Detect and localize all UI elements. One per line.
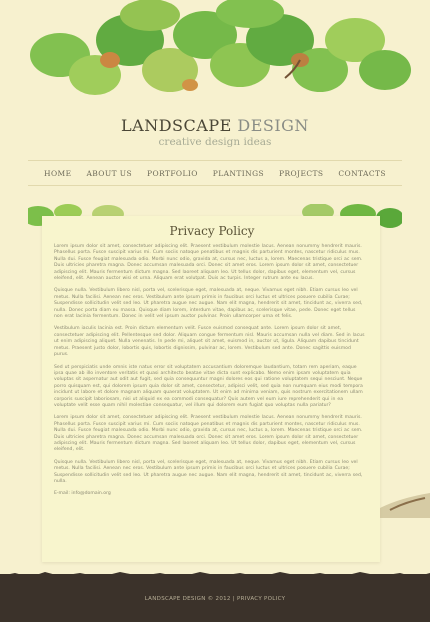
- logo-title: [0, 116, 430, 135]
- content-paragraph: Lorem ipsum dolor sit amet, consectetuer adipiscing elit. Praesent vestibulum molestie lacus. Aenean nonummy hendrerit mauris. Phasellus porta. Fusce suscipit varius mi. Cum sociis natoque penatibus et magnis dis parturient montes, nascetur ridiculus mus. Nulla dui. Fusce feugiat malesuada odio. Morbi nunc odio, gravida at, cursus nec, luctus a, lorem. Maecenas tristique orci ac sem. Duis ultricies pharetra magna. Donec accumsan malesuada orci. Donec sit amet eros. Lorem ipsum dolor sit amet, consectetuer adipiscing elit. Mauris fermentum dictum magna. Sed laoreet aliquam leo. Ut tellus dolor, dapibus eget, elementum vel, cursus eleifend, elit. Aenean auctor wisi et urna. Aliquam erat volutpat. Duis ac turpis. Integer rutrum ante eu lacus.: [54, 244, 363, 282]
- tree-trunk-illustration: [380, 488, 430, 518]
- logo-title-accent: DESIGN: [237, 116, 309, 135]
- nav-item-about-us[interactable]: ABOUT US: [86, 168, 133, 178]
- content-paragraph: Sed ut perspiciatis unde omnis iste natus error sit voluptatem accusantium doloremque laudantium, totam rem aperiam, eaque ipsa quae ab illo inventore veritatis et quasi architecto beatae vitae dicta sunt explicabo. Nemo enim ipsam voluptatem quia voluptas sit aspernatur aut odit aut fugit, sed quia consequuntur magni dolores eos qui ratione voluptatem sequi nesciunt. Neque porro quisquam est, qui dolorem ipsum quia dolor sit amet, consectetur, adipisci velit, sed quia non numquam eius modi tempora incidunt ut labore et dolore magnam aliquam quaerat voluptatem. Ut enim ad minima veniam, quis nostrum exercitationem ullam corporis suscipit laboriosam, nisi ut aliquid ex ea commodi consequatur? Quis autem vel eum iure reprehenderit qui in ea voluptate velit esse quam nihil molestiae consequatur, vel illum qui dolorem eum fugiat quo voluptas nulla pariatur?: [54, 364, 363, 408]
- content-paragraph: Quisque nulla. Vestibulum libero nisl, porta vel, scelerisque eget, malesuada at, neque. Vivamus eget nibh. Etiam cursus leo vel metus. Nulla facilisi. Aenean nec eros. Vestibulum ante ipsum primis in faucibus orci luctus et ultrices posuere cubilia Curae; Suspendisse sollicitudin velit sed leo. Ut pharetra augue nec augue. Nam elit magna, hendrerit sit amet, tincidunt ac, viverra sed, nulla. Donec porta diam eu massa. Quisque diam lorem, interdum vitae, dapibus ac, scelerisque vitae, pede. Donec eget tellus non erat lacinia fermentum. Donec in velit vel ipsum auctor pulvinar. Proin ullamcorper urna et felis.: [54, 288, 363, 320]
- contact-email[interactable]: E-mail: info@domain.org: [54, 491, 111, 497]
- nav-item-home[interactable]: HOME: [44, 168, 72, 178]
- content-paragraph: Vestibulum iaculis lacinia est. Proin dictum elementum velit. Fusce euismod consequat ante. Lorem ipsum dolor sit amet, consectetuer adipiscing elit. Pellentesque sed dolor. Aliquam congue fermentum nisl. Mauris accumsan nulla vel diam. Sed in lacus ut enim adipiscing aliquet. Nulla venenatis. In pede mi, aliquet sit amet, euismod in, auctor ut, ligula. Aliquam dapibus tincidunt metus. Praesent justo dolor, lobortis quis, lobortis dignissim, pulvinar ac, lorem. Vestibulum sed ante. Donec sagittis euismod purus.: [54, 326, 365, 358]
- leaf-canopy-illustration: [0, 0, 430, 110]
- page-content: [54, 244, 366, 496]
- logo-title-main: LANDSCAPE: [121, 116, 232, 135]
- nav-item-portfolio[interactable]: PORTFOLIO: [147, 168, 198, 178]
- content-paragraph: Lorem ipsum dolor sit amet, consectetuer adipiscing elit. Praesent vestibulum molestie lacus. Aenean nonummy hendrerit mauris. Phasellus porta. Fusce suscipit varius mi. Cum sociis natoque penatibus et magnis dis parturient montes, nascetur ridiculus mus. Nulla dui. Fusce feugiat malesuada odio. Morbi nunc odio, gravida at, cursus nec, luctus a, lorem. Maecenas tristique orci ac sem. Duis ultricies pharetra magna. Donec accumsan malesuada orci. Donec sit amet eros. Lorem ipsum dolor sit amet, consectetuer adipiscing elit. Mauris fermentum dictum magna. Sed laoreet aliquam leo. Ut tellus dolor, dapibus eget, elementum vel, cursus eleifend, elit.: [54, 415, 363, 453]
- nav-item-plantings[interactable]: PLANTINGS: [212, 168, 265, 178]
- main-navigation: [28, 160, 402, 186]
- nav-item-contacts[interactable]: CONTACTS: [338, 168, 386, 178]
- footer-copyright[interactable]: LANDSCAPE DESIGN © 2012 | PRIVACY POLICY: [144, 596, 286, 602]
- page-title: Privacy Policy: [169, 224, 255, 238]
- logo-subtitle: creative design ideas: [158, 136, 272, 148]
- site-logo[interactable]: [0, 116, 430, 148]
- nav-item-projects[interactable]: PROJECTS: [279, 168, 324, 178]
- content-paragraph: Quisque nulla. Vestibulum libero nisl, porta vel, scelerisque eget, malesuada at, neque. Vivamus eget nibh. Etiam cursus leo vel metus. Nulla facilisi. Aenean nec eros. Vestibulum ante ipsum primis in faucibus orci luctus et ultrices posuere cubilia Curae; Suspendisse sollicitudin velit sed leo. Ut pharetra augue nec augue. Nam elit magna, hendrerit sit amet, tincidunt ac, viverra sed, nulla.: [54, 459, 363, 484]
